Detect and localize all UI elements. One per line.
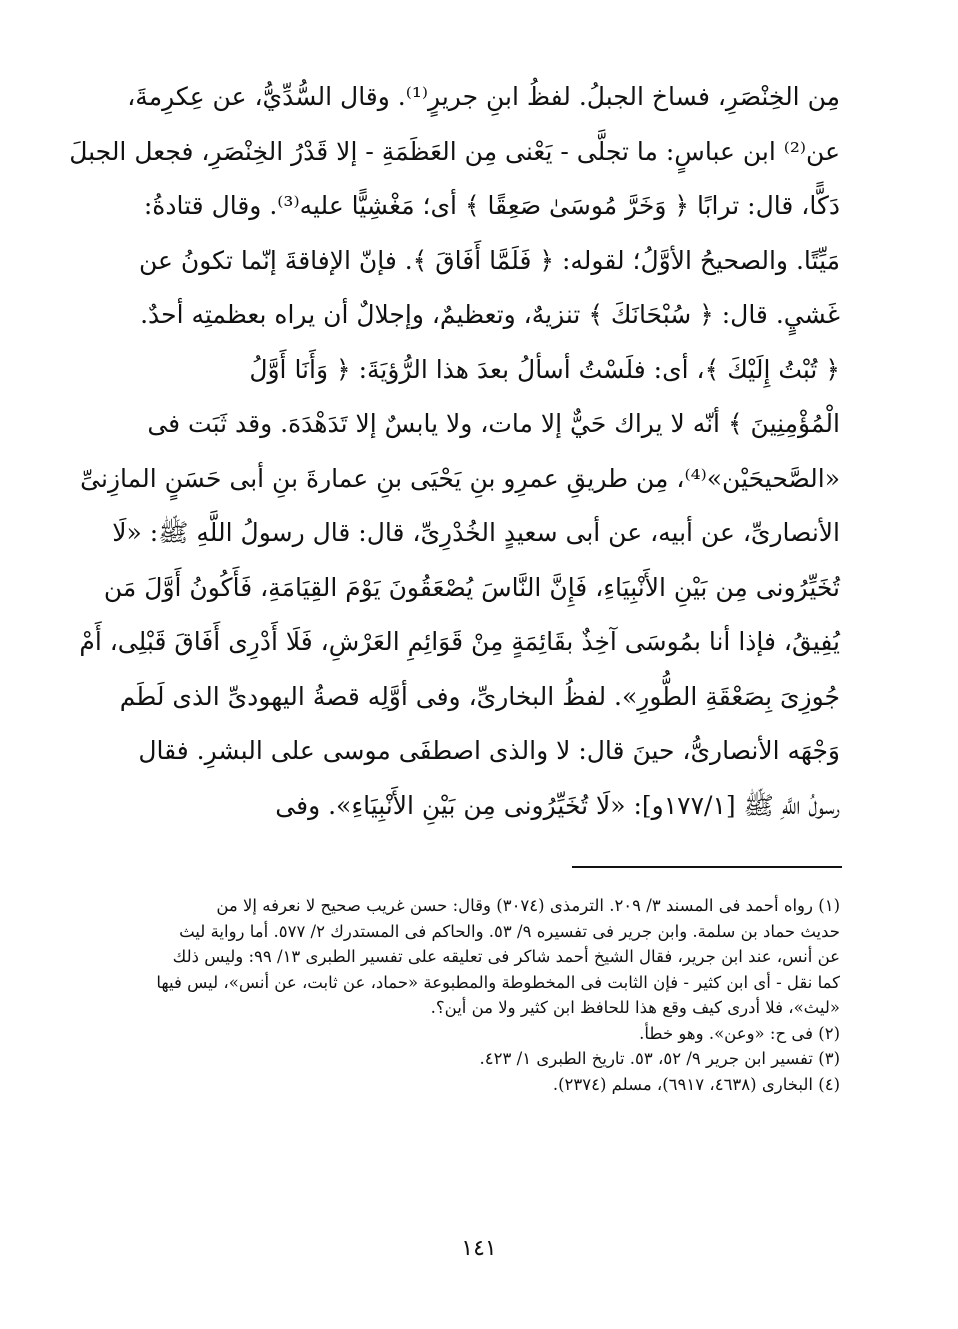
body-line: دَكًّا، قال: ترابًا ﴿ وَخَرَّ مُوسَىٰ صَعِقًا ﴾ أى؛ مَغْشِيًّا عليه⁽³⁾. وقال قتادةُ:: [143, 191, 840, 220]
footnote-line: عن أنس، عند ابن جرير، فقال الشيخ أحمد شاكر فى تعليقه على تفسير الطبرى ١٣/ ٩٩: وليس ذلك: [172, 947, 840, 966]
footnote-separator: [572, 866, 842, 868]
main-text: [69, 70, 840, 833]
body-line: رسولُ اللَّهِ ﷺ [١٧٧/١و]: «لَا تُخَيِّرُونى مِن بَيْنِ الأَنْبِيَاءِ». وفى: [275, 790, 840, 820]
body-line: مَيِّتًا. والصحيحُ الأوَّلُ؛ لقوله: ﴿ فَلَمَّا أَفَاقَ ﴾. فإنّ الإفاقةَ إنّما تكونُ عن: [138, 245, 840, 275]
body-line: غَشيٍ. قال: ﴿ سُبْحَانَكَ ﴾ تنزيهٌ، وتعظيمٌ، وإجلالٌ أن يراه بعظمتِه أحدٌ.: [140, 300, 840, 329]
body-line: مِن الخِنْصَرِ، فساخ الجبلُ. لفظُ ابنِ جريرٍ⁽¹⁾. وقال السُّدِّيُّ، عن عِكرِمةَ،: [127, 82, 840, 111]
footnote-line: «ليث»، فلا أدرى كيف وقع هذا للحافظ ابن كثير ولا من أين؟.: [430, 998, 840, 1017]
body-line: ﴿ تُبْتُ إِلَيْكَ ﴾، أى: فلَسْتُ أسألُ بعدَ هذا الرُّؤيَةَ: ﴿ وَأَنَا أَوَّلُ: [249, 354, 840, 384]
body-line: وَجْهَه الأنصارىُّ، حينَ قال: لا والذى اصطفَى موسى على البشرِ. فقال: [138, 736, 840, 765]
footnote-line: حديث حماد بن سلمة. وابن جرير فى تفسيره ٩/ ٥٣. والحاكم فى المستدرك ٢/ ٥٧٧. أما رواية ليث: [179, 921, 840, 941]
body-line: الأنصارىِّ، عن أبيه، عن أبى سعيدٍ الخُدْرِىِّ، قال: قال رسولُ اللَّهِ ﷺ: «لَا: [112, 518, 840, 547]
footnote-line: (٢) فى ح: «وعن». وهو خطأ.: [639, 1023, 840, 1043]
footnote-line: كما نقل - أى ابن كثير - فإن الثابت فى المخطوطة والمطبوعة «حماد، عن ثابت، عن أنس»، ليس فيها: [156, 972, 840, 992]
footnote-line: (٣) تفسير ابن جرير ٩/ ٥٢، ٥٣. تاريخ الطبرى ١/ ٤٢٣.: [479, 1049, 840, 1068]
body-line: تُخَيِّرُونى مِن بَيْنِ الأَنْبِيَاءِ، فَإِنَّ النَّاسَ يُصْعَقُونَ يَوْمَ القِيَامَةِ، فَأَكُونُ أَوَّلَ مَن: [103, 572, 840, 602]
body-line: جُوزِىَ بِصَعْقَةِ الطُّورِ». لفظُ البخارىِّ، وفى أوَّلِه قصةُ اليهودىِّ الذى لَطَم: [119, 681, 840, 711]
body-line: «الصَّحيحَيْن»⁽⁴⁾، مِن طريقِ عمرِو بنِ يَحْيَى بنِ عمارةَ بنِ أبى حَسَنٍ المازِنىِّ: [80, 463, 840, 493]
footnotes: [132, 893, 840, 1097]
body-line: الْمُؤْمِنِينَ ﴾ أنّه لا يراك حَيٌّ إلا مات، ولا يابسٌ إلا تَدَهْدَهَ. وقد ثَبَت فى: [147, 409, 840, 438]
body-line: عن⁽²⁾ ابن عباسٍ: ما تجلَّى - يَعْنى مِن العَظَمَةِ - إلا قَدْرُ الخِنْصَرِ، فجعل الجبلَ: [69, 136, 840, 166]
footnote-line: (٤) البخارى (٤٦٣٨، ٦٩١٧)، مسلم (٢٣٧٤).: [552, 1074, 840, 1094]
body-line: يُفِيقُ، فإذا أنا بمُوسَى آخِذٌ بقَائِمَةٍ مِنْ قَوَائِمِ العَرْشِ، فَلَا أَدْرِى أَفَاقَ قَبْلِى، أَمْ: [79, 627, 840, 656]
page-number: ١٤١: [461, 1236, 497, 1261]
footnote-line: (١) رواه أحمد فى المسند ٣/ ٢٠٩. الترمذى (٣٠٧٤) وقال: حسن غريب صحيح لا نعرفه إلا من: [216, 896, 840, 915]
